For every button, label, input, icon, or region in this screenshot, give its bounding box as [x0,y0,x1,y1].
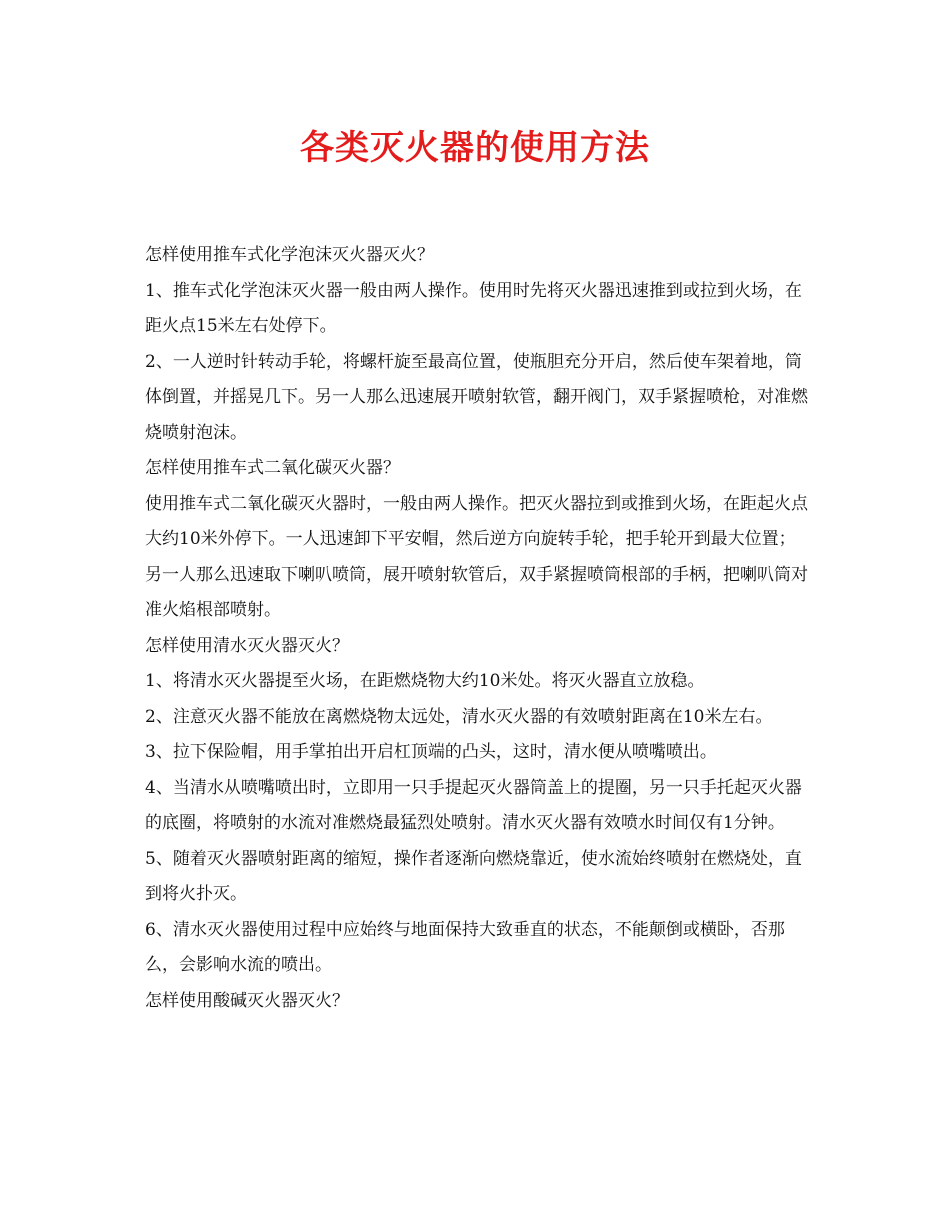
question-heading: 怎样使用清水灭火器灭火？ [145,635,349,656]
page-title: 各类灭火器的使用方法 [300,128,650,168]
paragraph: 3、拉下保险帽，用手掌拍出开启杠顶端的凸头，这时，清水便从喷嘴喷出。 [145,742,717,762]
paragraph: 5、随着灭火器喷射距离的缩短，操作者逐渐向燃烧靠近，使水流始终喷射在燃烧处，直到将火扑灭。 [145,848,802,904]
question-heading: 怎样使用推车式二氧化碳灭火器？ [145,458,400,478]
paragraph: 1、推车式化学泡沫灭火器一般由两人操作。使用时先将灭火器迅速推到或拉到火场，在距火点15米左右处停下。 [145,280,802,336]
paragraph: 1、将清水灭火器提至火场，在距燃烧物大约10米处。将灭火器直立放稳。 [145,671,705,691]
paragraph: 2、注意灭火器不能放在离燃烧物太远处，清水灭火器的有效喷射距离在10米左右。 [145,706,773,727]
paragraph: 4、当清水从喷嘴喷出时，立即用一只手提起灭火器筒盖上的提圈，另一只手托起灭火器的底圈，将喷射的水流对准燃烧最猛烈处喷射。清水灭火器有效喷水时间仅有1分钟。 [145,777,802,833]
paragraph: 使用推车式二氧化碳灭火器时，一般由两人操作。把灭火器拉到或推到火场，在距起火点大约10米外停下。一人迅速卸下平安帽，然后逆方向旋转手轮，把手轮开到最大位置；另一人那么迅速取下喇叭喷筒，展开喷射软管后，双手紧握喷筒根部的手柄，把喇叭筒对准火焰根部喷射。 [145,493,808,620]
question-heading: 怎样使用推车式化学泡沫灭火器灭火？ [145,245,434,265]
question-heading: 怎样使用酸碱灭火器灭火？ [145,990,349,1011]
paragraph: 2、一人逆时针转动手轮，将螺杆旋至最高位置，使瓶胆充分开启，然后使车架着地，筒体倒置，并摇晃几下。另一人那么迅速展开喷射软管，翻开阀门，双手紧握喷枪，对准燃烧喷射泡沫。 [145,351,808,443]
paragraph: 6、清水灭火器使用过程中应始终与地面保持大致垂直的状态，不能颠倒或横卧，否那么，会影响水流的喷出。 [145,919,785,975]
document-body [145,238,810,1019]
